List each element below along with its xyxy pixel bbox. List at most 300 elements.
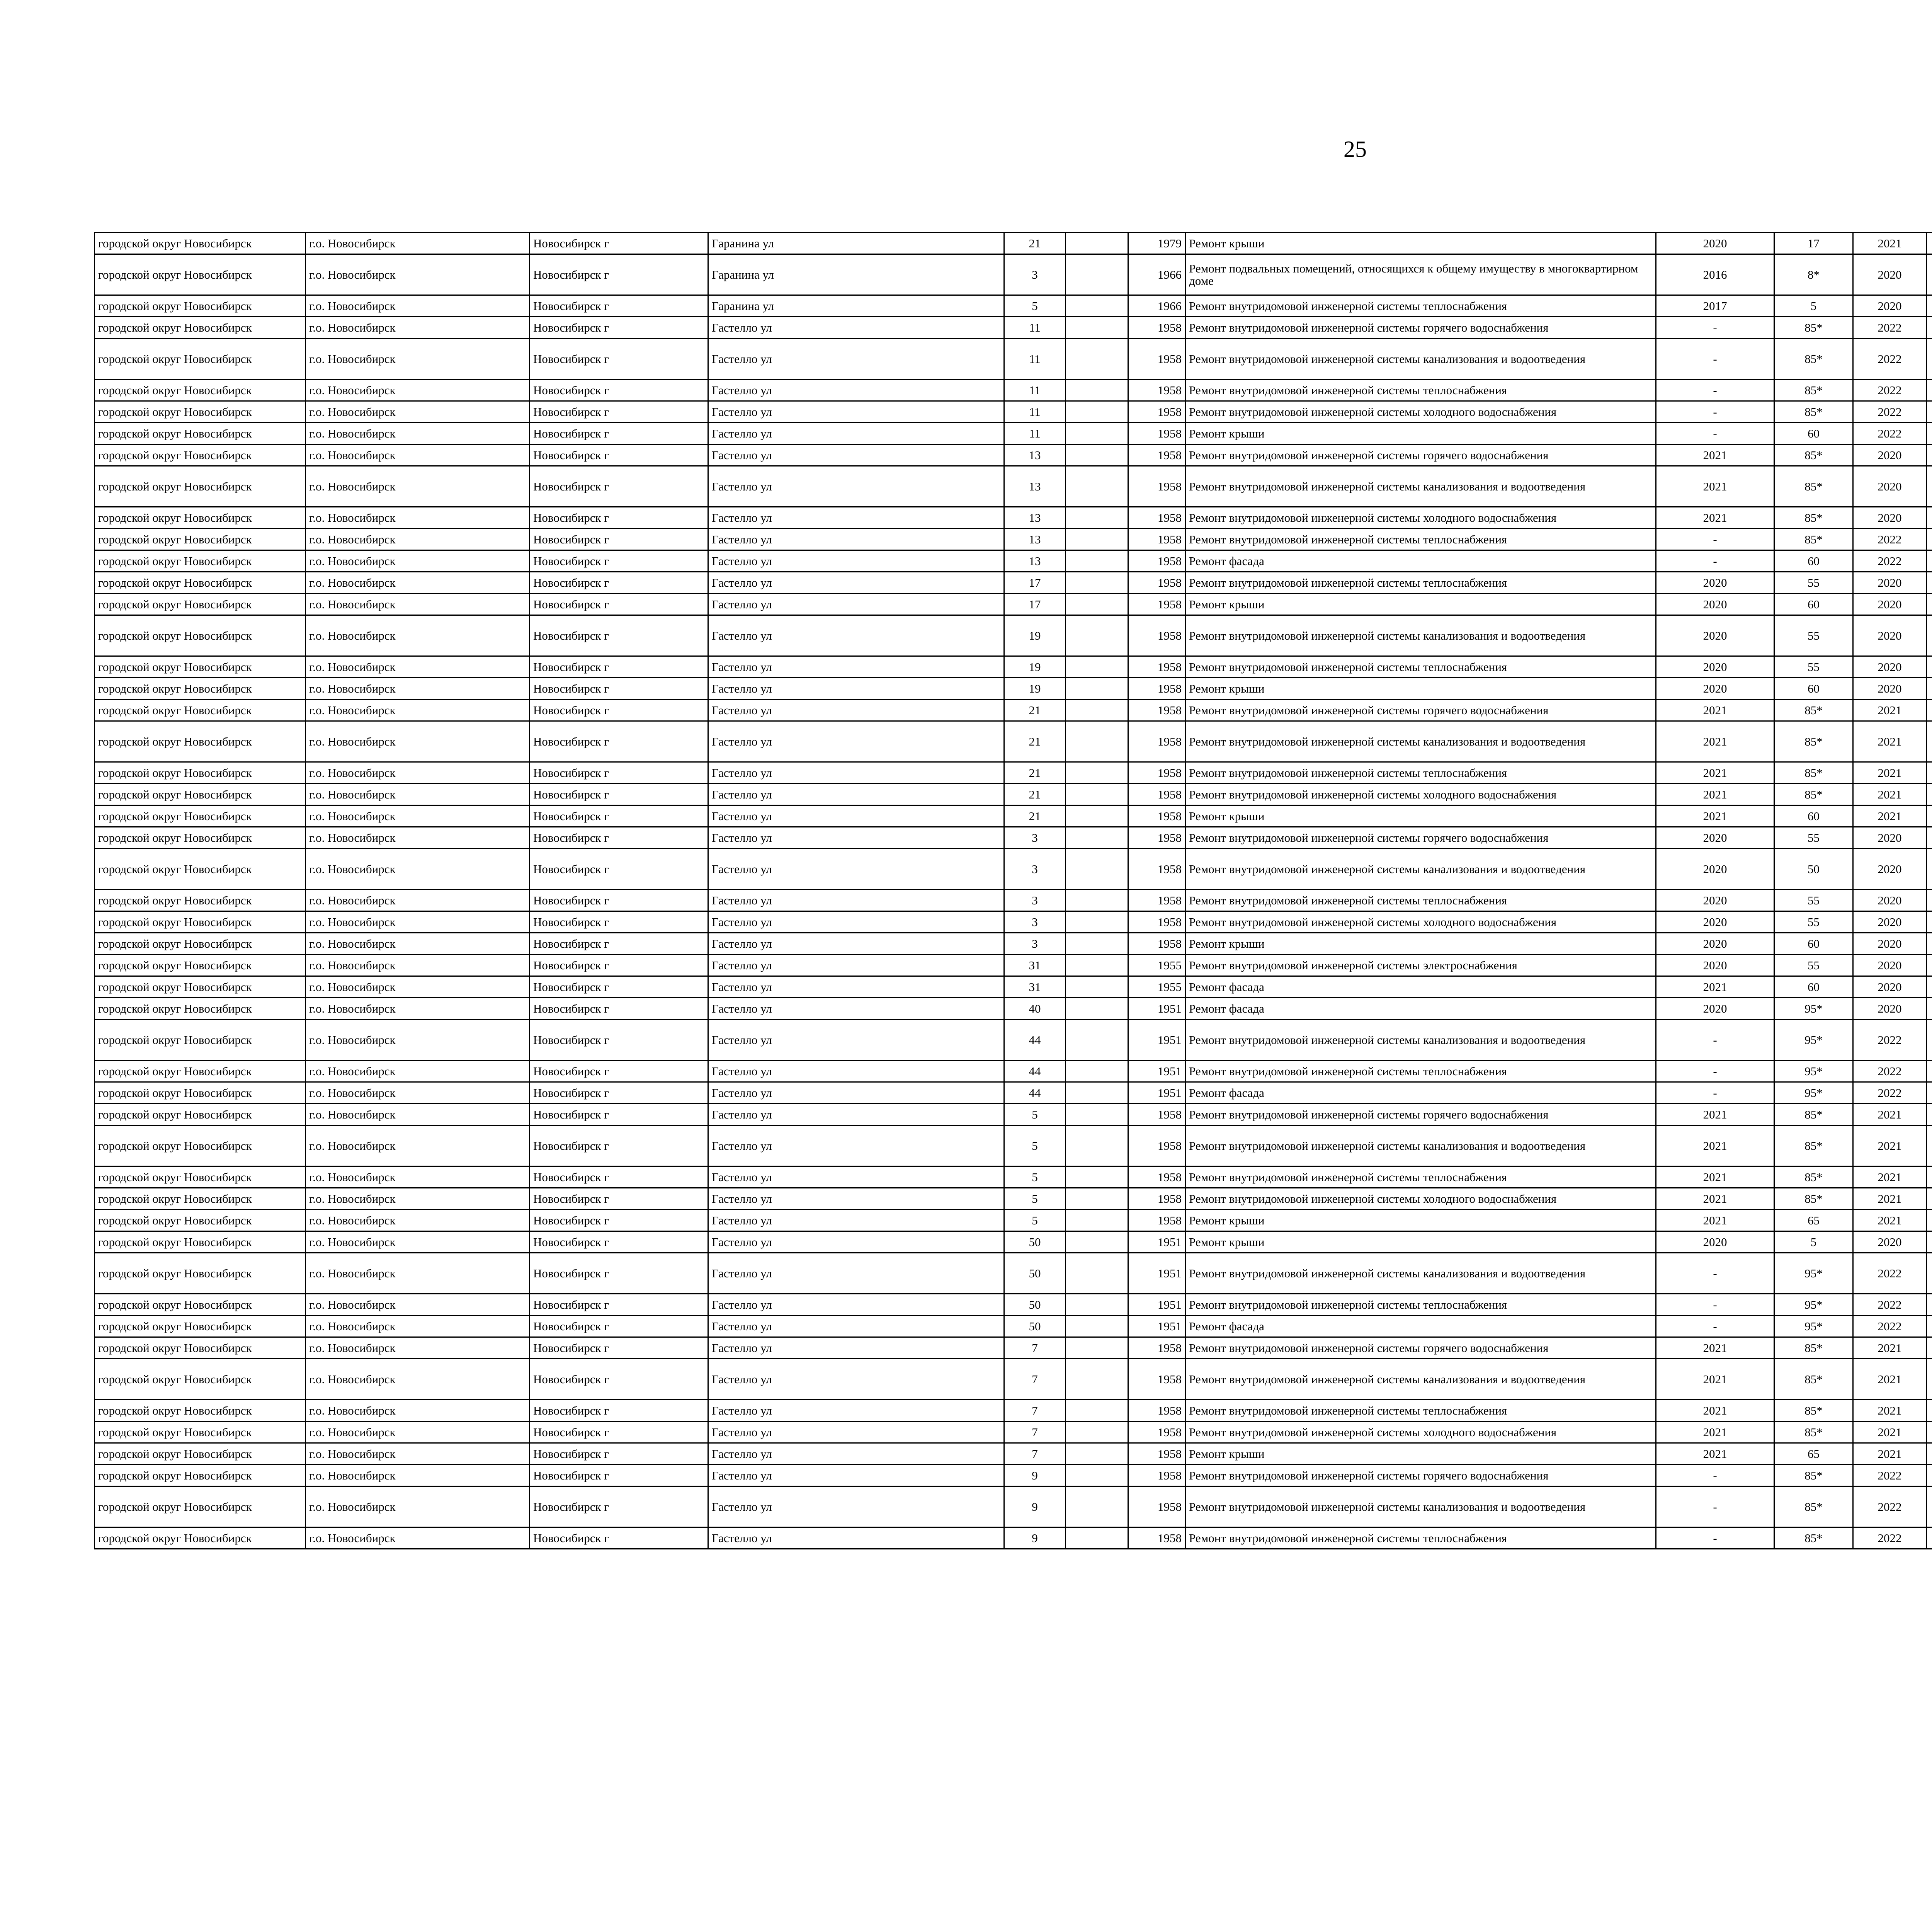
building-cell (1066, 1104, 1128, 1125)
work-type-cell: Ремонт фасада (1185, 976, 1656, 998)
wear-cell: 85* (1774, 784, 1853, 805)
table-row (95, 1253, 1932, 1294)
build-year-cell: 1958 (1128, 784, 1185, 805)
plan-start-year-cell: 2022 (1853, 1527, 1927, 1549)
settlement-cell: г.о. Новосибирск (306, 1104, 530, 1125)
city-cell: Новосибирск г (530, 700, 708, 721)
building-cell (1066, 1188, 1128, 1210)
work-type-cell: Ремонт внутридомовой инженерной системы теплоснабжения (1185, 890, 1656, 911)
build-year-cell: 1958 (1128, 466, 1185, 507)
table-row (95, 998, 1932, 1020)
last-repair-year-cell: - (1656, 380, 1774, 401)
last-repair-year-cell: 2021 (1656, 1443, 1774, 1465)
work-type-cell: Ремонт крыши (1185, 933, 1656, 955)
settlement-cell: г.о. Новосибирск (306, 1527, 530, 1549)
settlement-cell: г.о. Новосибирск (306, 594, 530, 615)
plan-start-year-cell: 2020 (1853, 933, 1927, 955)
house-number-cell: 21 (1004, 784, 1066, 805)
city-cell: Новосибирск г (530, 380, 708, 401)
city-cell: Новосибирск г (530, 1104, 708, 1125)
municipality-cell: городской округ Новосибирск (95, 955, 306, 976)
table-row (95, 444, 1932, 466)
table-row (95, 1400, 1932, 1422)
street-cell: Гастелло ул (708, 890, 1004, 911)
work-type-cell: Ремонт внутридомовой инженерной системы канализования и водоотведения (1185, 1020, 1656, 1061)
build-year-cell: 1958 (1128, 1443, 1185, 1465)
settlement-cell: г.о. Новосибирск (306, 762, 530, 784)
house-number-cell: 50 (1004, 1253, 1066, 1294)
work-type-cell: Ремонт фасада (1185, 550, 1656, 572)
house-number-cell: 19 (1004, 615, 1066, 656)
wear-cell: 85* (1774, 380, 1853, 401)
building-cell (1066, 827, 1128, 849)
municipality-cell: городской округ Новосибирск (95, 656, 306, 678)
building-cell (1066, 678, 1128, 700)
plan-start-year-cell: 2021 (1853, 805, 1927, 827)
municipality-cell: городской округ Новосибирск (95, 507, 306, 529)
settlement-cell: г.о. Новосибирск (306, 1253, 530, 1294)
build-year-cell: 1958 (1128, 1527, 1185, 1549)
wear-cell: 85* (1774, 317, 1853, 339)
city-cell: Новосибирск г (530, 849, 708, 890)
settlement-cell: г.о. Новосибирск (306, 1400, 530, 1422)
wear-cell: 85* (1774, 507, 1853, 529)
plan-start-year-cell: 2022 (1853, 1294, 1927, 1316)
plan-start-year-cell: 2021 (1853, 233, 1927, 254)
building-cell (1066, 1253, 1128, 1294)
plan-start-year-cell: 2022 (1853, 550, 1927, 572)
plan-end-year-cell (1927, 998, 1932, 1020)
street-cell: Гастелло ул (708, 721, 1004, 762)
city-cell: Новосибирск г (530, 1294, 708, 1316)
building-cell (1066, 890, 1128, 911)
plan-start-year-cell: 2021 (1853, 1210, 1927, 1231)
table-row (95, 656, 1932, 678)
plan-end-year-cell (1927, 1061, 1932, 1082)
city-cell: Новосибирск г (530, 594, 708, 615)
city-cell: Новосибирск г (530, 1486, 708, 1527)
table-row (95, 1020, 1932, 1061)
plan-start-year-cell: 2020 (1853, 849, 1927, 890)
city-cell: Новосибирск г (530, 827, 708, 849)
street-cell: Гастелло ул (708, 1316, 1004, 1337)
build-year-cell: 1958 (1128, 615, 1185, 656)
last-repair-year-cell: - (1656, 401, 1774, 423)
build-year-cell: 1958 (1128, 401, 1185, 423)
house-number-cell: 7 (1004, 1337, 1066, 1359)
settlement-cell: г.о. Новосибирск (306, 401, 530, 423)
work-type-cell: Ремонт внутридомовой инженерной системы теплоснабжения (1185, 762, 1656, 784)
house-number-cell: 5 (1004, 1210, 1066, 1231)
work-type-cell: Ремонт крыши (1185, 805, 1656, 827)
wear-cell: 60 (1774, 678, 1853, 700)
plan-start-year-cell: 2021 (1853, 1104, 1927, 1125)
house-number-cell: 7 (1004, 1443, 1066, 1465)
settlement-cell: г.о. Новосибирск (306, 380, 530, 401)
street-cell: Гастелло ул (708, 1188, 1004, 1210)
building-cell (1066, 700, 1128, 721)
last-repair-year-cell: 2021 (1656, 1188, 1774, 1210)
plan-start-year-cell: 2022 (1853, 1061, 1927, 1082)
table-row (95, 1125, 1932, 1166)
municipality-cell: городской округ Новосибирск (95, 1359, 306, 1400)
work-type-cell: Ремонт внутридомовой инженерной системы горячего водоснабжения (1185, 444, 1656, 466)
city-cell: Новосибирск г (530, 295, 708, 317)
settlement-cell: г.о. Новосибирск (306, 976, 530, 998)
settlement-cell: г.о. Новосибирск (306, 423, 530, 444)
table-row (95, 976, 1932, 998)
settlement-cell: г.о. Новосибирск (306, 529, 530, 550)
wear-cell: 85* (1774, 1104, 1853, 1125)
city-cell: Новосибирск г (530, 784, 708, 805)
city-cell: Новосибирск г (530, 1359, 708, 1400)
street-cell: Гастелло ул (708, 1359, 1004, 1400)
build-year-cell: 1958 (1128, 1188, 1185, 1210)
plan-end-year-cell (1927, 1231, 1932, 1253)
build-year-cell: 1958 (1128, 656, 1185, 678)
work-type-cell: Ремонт внутридомовой инженерной системы холодного водоснабжения (1185, 1188, 1656, 1210)
house-number-cell: 11 (1004, 401, 1066, 423)
city-cell: Новосибирск г (530, 805, 708, 827)
city-cell: Новосибирск г (530, 529, 708, 550)
street-cell: Гастелло ул (708, 933, 1004, 955)
plan-end-year-cell (1927, 955, 1932, 976)
house-number-cell: 11 (1004, 317, 1066, 339)
street-cell: Гастелло ул (708, 1231, 1004, 1253)
municipality-cell: городской округ Новосибирск (95, 1082, 306, 1104)
plan-end-year-cell (1927, 401, 1932, 423)
settlement-cell: г.о. Новосибирск (306, 1061, 530, 1082)
house-number-cell: 13 (1004, 529, 1066, 550)
last-repair-year-cell: 2020 (1656, 933, 1774, 955)
last-repair-year-cell: 2021 (1656, 1166, 1774, 1188)
building-cell (1066, 615, 1128, 656)
city-cell: Новосибирск г (530, 339, 708, 380)
city-cell: Новосибирск г (530, 1465, 708, 1486)
build-year-cell: 1958 (1128, 700, 1185, 721)
last-repair-year-cell: 2021 (1656, 507, 1774, 529)
house-number-cell: 17 (1004, 594, 1066, 615)
street-cell: Гаранина ул (708, 295, 1004, 317)
wear-cell: 85* (1774, 1422, 1853, 1443)
building-cell (1066, 295, 1128, 317)
building-cell (1066, 1316, 1128, 1337)
city-cell: Новосибирск г (530, 572, 708, 594)
municipality-cell: городской округ Новосибирск (95, 1465, 306, 1486)
street-cell: Гастелло ул (708, 507, 1004, 529)
street-cell: Гастелло ул (708, 1125, 1004, 1166)
municipality-cell: городской округ Новосибирск (95, 700, 306, 721)
capital-repair-table (94, 232, 1932, 1549)
build-year-cell: 1951 (1128, 1061, 1185, 1082)
street-cell: Гастелло ул (708, 656, 1004, 678)
wear-cell: 60 (1774, 805, 1853, 827)
street-cell: Гастелло ул (708, 401, 1004, 423)
building-cell (1066, 1082, 1128, 1104)
build-year-cell: 1966 (1128, 254, 1185, 295)
plan-start-year-cell: 2022 (1853, 1465, 1927, 1486)
build-year-cell: 1958 (1128, 1166, 1185, 1188)
municipality-cell: городской округ Новосибирск (95, 998, 306, 1020)
plan-start-year-cell: 2020 (1853, 444, 1927, 466)
building-cell (1066, 572, 1128, 594)
city-cell: Новосибирск г (530, 1316, 708, 1337)
plan-start-year-cell: 2022 (1853, 401, 1927, 423)
street-cell: Гастелло ул (708, 849, 1004, 890)
plan-end-year-cell (1927, 339, 1932, 380)
last-repair-year-cell: - (1656, 1020, 1774, 1061)
house-number-cell: 44 (1004, 1020, 1066, 1061)
build-year-cell: 1958 (1128, 1400, 1185, 1422)
build-year-cell: 1958 (1128, 529, 1185, 550)
last-repair-year-cell: 2021 (1656, 1125, 1774, 1166)
house-number-cell: 21 (1004, 700, 1066, 721)
build-year-cell: 1958 (1128, 721, 1185, 762)
house-number-cell: 44 (1004, 1082, 1066, 1104)
building-cell (1066, 594, 1128, 615)
table-row (95, 507, 1932, 529)
city-cell: Новосибирск г (530, 1061, 708, 1082)
plan-start-year-cell: 2022 (1853, 380, 1927, 401)
plan-end-year-cell (1927, 1443, 1932, 1465)
settlement-cell: г.о. Новосибирск (306, 1422, 530, 1443)
house-number-cell: 3 (1004, 890, 1066, 911)
plan-end-year-cell (1927, 762, 1932, 784)
house-number-cell: 21 (1004, 721, 1066, 762)
build-year-cell: 1958 (1128, 339, 1185, 380)
building-cell (1066, 1422, 1128, 1443)
wear-cell: 85* (1774, 721, 1853, 762)
building-cell (1066, 380, 1128, 401)
plan-end-year-cell (1927, 1316, 1932, 1337)
last-repair-year-cell: - (1656, 1527, 1774, 1549)
plan-start-year-cell: 2020 (1853, 507, 1927, 529)
settlement-cell: г.о. Новосибирск (306, 1486, 530, 1527)
house-number-cell: 50 (1004, 1316, 1066, 1337)
city-cell: Новосибирск г (530, 933, 708, 955)
work-type-cell: Ремонт внутридомовой инженерной системы теплоснабжения (1185, 656, 1656, 678)
house-number-cell: 21 (1004, 805, 1066, 827)
table-row (95, 1465, 1932, 1486)
building-cell (1066, 1337, 1128, 1359)
plan-end-year-cell (1927, 380, 1932, 401)
build-year-cell: 1958 (1128, 317, 1185, 339)
plan-end-year-cell (1927, 805, 1932, 827)
work-type-cell: Ремонт внутридомовой инженерной системы холодного водоснабжения (1185, 784, 1656, 805)
street-cell: Гастелло ул (708, 339, 1004, 380)
street-cell: Гастелло ул (708, 529, 1004, 550)
build-year-cell: 1958 (1128, 507, 1185, 529)
settlement-cell: г.о. Новосибирск (306, 1337, 530, 1359)
building-cell (1066, 1231, 1128, 1253)
street-cell: Гастелло ул (708, 1400, 1004, 1422)
municipality-cell: городской округ Новосибирск (95, 615, 306, 656)
city-cell: Новосибирск г (530, 678, 708, 700)
settlement-cell: г.о. Новосибирск (306, 933, 530, 955)
table-row (95, 911, 1932, 933)
municipality-cell: городской округ Новосибирск (95, 295, 306, 317)
plan-end-year-cell (1927, 550, 1932, 572)
work-type-cell: Ремонт подвальных помещений, относящихся к общему имуществу в многоквартирном доме (1185, 254, 1656, 295)
municipality-cell: городской округ Новосибирск (95, 678, 306, 700)
building-cell (1066, 466, 1128, 507)
plan-end-year-cell (1927, 1294, 1932, 1316)
plan-start-year-cell: 2020 (1853, 890, 1927, 911)
wear-cell: 85* (1774, 1400, 1853, 1422)
settlement-cell: г.о. Новосибирск (306, 444, 530, 466)
wear-cell: 60 (1774, 933, 1853, 955)
work-type-cell: Ремонт фасада (1185, 1082, 1656, 1104)
build-year-cell: 1958 (1128, 423, 1185, 444)
building-cell (1066, 529, 1128, 550)
city-cell: Новосибирск г (530, 1422, 708, 1443)
work-type-cell: Ремонт внутридомовой инженерной системы канализования и водоотведения (1185, 466, 1656, 507)
city-cell: Новосибирск г (530, 615, 708, 656)
plan-end-year-cell (1927, 507, 1932, 529)
plan-end-year-cell (1927, 890, 1932, 911)
city-cell: Новосибирск г (530, 444, 708, 466)
table-row (95, 401, 1932, 423)
table-row (95, 233, 1932, 254)
street-cell: Гастелло ул (708, 1061, 1004, 1082)
last-repair-year-cell: 2021 (1656, 444, 1774, 466)
table-row (95, 1210, 1932, 1231)
street-cell: Гастелло ул (708, 615, 1004, 656)
plan-start-year-cell: 2021 (1853, 1125, 1927, 1166)
house-number-cell: 3 (1004, 911, 1066, 933)
table-row (95, 827, 1932, 849)
plan-start-year-cell: 2020 (1853, 976, 1927, 998)
plan-end-year-cell (1927, 466, 1932, 507)
last-repair-year-cell: - (1656, 550, 1774, 572)
municipality-cell: городской округ Новосибирск (95, 339, 306, 380)
settlement-cell: г.о. Новосибирск (306, 1166, 530, 1188)
build-year-cell: 1958 (1128, 849, 1185, 890)
house-number-cell: 11 (1004, 339, 1066, 380)
last-repair-year-cell: - (1656, 1294, 1774, 1316)
plan-start-year-cell: 2022 (1853, 1316, 1927, 1337)
municipality-cell: городской округ Новосибирск (95, 1231, 306, 1253)
table-row (95, 1527, 1932, 1549)
plan-end-year-cell (1927, 1422, 1932, 1443)
table-row (95, 1337, 1932, 1359)
settlement-cell: г.о. Новосибирск (306, 911, 530, 933)
street-cell: Гастелло ул (708, 1465, 1004, 1486)
last-repair-year-cell: 2021 (1656, 976, 1774, 998)
build-year-cell: 1958 (1128, 678, 1185, 700)
last-repair-year-cell: 2021 (1656, 1337, 1774, 1359)
plan-start-year-cell: 2021 (1853, 1400, 1927, 1422)
work-type-cell: Ремонт внутридомовой инженерной системы теплоснабжения (1185, 1527, 1656, 1549)
municipality-cell: городской округ Новосибирск (95, 911, 306, 933)
plan-end-year-cell (1927, 1020, 1932, 1061)
wear-cell: 55 (1774, 615, 1853, 656)
settlement-cell: г.о. Новосибирск (306, 1210, 530, 1231)
work-type-cell: Ремонт внутридомовой инженерной системы теплоснабжения (1185, 295, 1656, 317)
plan-end-year-cell (1927, 1486, 1932, 1527)
settlement-cell: г.о. Новосибирск (306, 254, 530, 295)
wear-cell: 55 (1774, 827, 1853, 849)
build-year-cell: 1958 (1128, 1486, 1185, 1527)
building-cell (1066, 656, 1128, 678)
work-type-cell: Ремонт внутридомовой инженерной системы горячего водоснабжения (1185, 1465, 1656, 1486)
settlement-cell: г.о. Новосибирск (306, 1231, 530, 1253)
plan-end-year-cell (1927, 1125, 1932, 1166)
plan-start-year-cell: 2021 (1853, 700, 1927, 721)
last-repair-year-cell: 2021 (1656, 1210, 1774, 1231)
work-type-cell: Ремонт внутридомовой инженерной системы холодного водоснабжения (1185, 1422, 1656, 1443)
street-cell: Гастелло ул (708, 805, 1004, 827)
plan-start-year-cell: 2020 (1853, 594, 1927, 615)
street-cell: Гастелло ул (708, 1443, 1004, 1465)
last-repair-year-cell: 2020 (1656, 656, 1774, 678)
last-repair-year-cell: 2020 (1656, 849, 1774, 890)
table-row (95, 1231, 1932, 1253)
house-number-cell: 9 (1004, 1486, 1066, 1527)
building-cell (1066, 955, 1128, 976)
house-number-cell: 3 (1004, 254, 1066, 295)
city-cell: Новосибирск г (530, 1125, 708, 1166)
table-row (95, 1166, 1932, 1188)
build-year-cell: 1958 (1128, 805, 1185, 827)
settlement-cell: г.о. Новосибирск (306, 827, 530, 849)
street-cell: Гаранина ул (708, 233, 1004, 254)
municipality-cell: городской округ Новосибирск (95, 1316, 306, 1337)
street-cell: Гастелло ул (708, 998, 1004, 1020)
table-row (95, 955, 1932, 976)
city-cell: Новосибирск г (530, 1188, 708, 1210)
table-row (95, 339, 1932, 380)
plan-end-year-cell (1927, 1337, 1932, 1359)
building-cell (1066, 998, 1128, 1020)
build-year-cell: 1951 (1128, 1020, 1185, 1061)
settlement-cell: г.о. Новосибирск (306, 615, 530, 656)
building-cell (1066, 762, 1128, 784)
settlement-cell: г.о. Новосибирск (306, 1188, 530, 1210)
street-cell: Гастелло ул (708, 594, 1004, 615)
work-type-cell: Ремонт внутридомовой инженерной системы холодного водоснабжения (1185, 507, 1656, 529)
city-cell: Новосибирск г (530, 1231, 708, 1253)
plan-end-year-cell (1927, 1166, 1932, 1188)
build-year-cell: 1955 (1128, 955, 1185, 976)
build-year-cell: 1958 (1128, 933, 1185, 955)
table-row (95, 1359, 1932, 1400)
work-type-cell: Ремонт внутридомовой инженерной системы горячего водоснабжения (1185, 1104, 1656, 1125)
house-number-cell: 5 (1004, 1188, 1066, 1210)
settlement-cell: г.о. Новосибирск (306, 678, 530, 700)
municipality-cell: городской округ Новосибирск (95, 1253, 306, 1294)
street-cell: Гастелло ул (708, 423, 1004, 444)
municipality-cell: городской округ Новосибирск (95, 1443, 306, 1465)
street-cell: Гастелло ул (708, 1294, 1004, 1316)
plan-end-year-cell (1927, 1400, 1932, 1422)
build-year-cell: 1951 (1128, 1316, 1185, 1337)
building-cell (1066, 933, 1128, 955)
plan-start-year-cell: 2021 (1853, 1337, 1927, 1359)
build-year-cell: 1951 (1128, 998, 1185, 1020)
build-year-cell: 1951 (1128, 1294, 1185, 1316)
plan-start-year-cell: 2022 (1853, 1020, 1927, 1061)
house-number-cell: 5 (1004, 1166, 1066, 1188)
table-row (95, 594, 1932, 615)
build-year-cell: 1979 (1128, 233, 1185, 254)
work-type-cell: Ремонт фасада (1185, 1316, 1656, 1337)
plan-start-year-cell: 2021 (1853, 1166, 1927, 1188)
plan-end-year-cell (1927, 1359, 1932, 1400)
wear-cell: 95* (1774, 1294, 1853, 1316)
plan-end-year-cell (1927, 1253, 1932, 1294)
work-type-cell: Ремонт крыши (1185, 233, 1656, 254)
